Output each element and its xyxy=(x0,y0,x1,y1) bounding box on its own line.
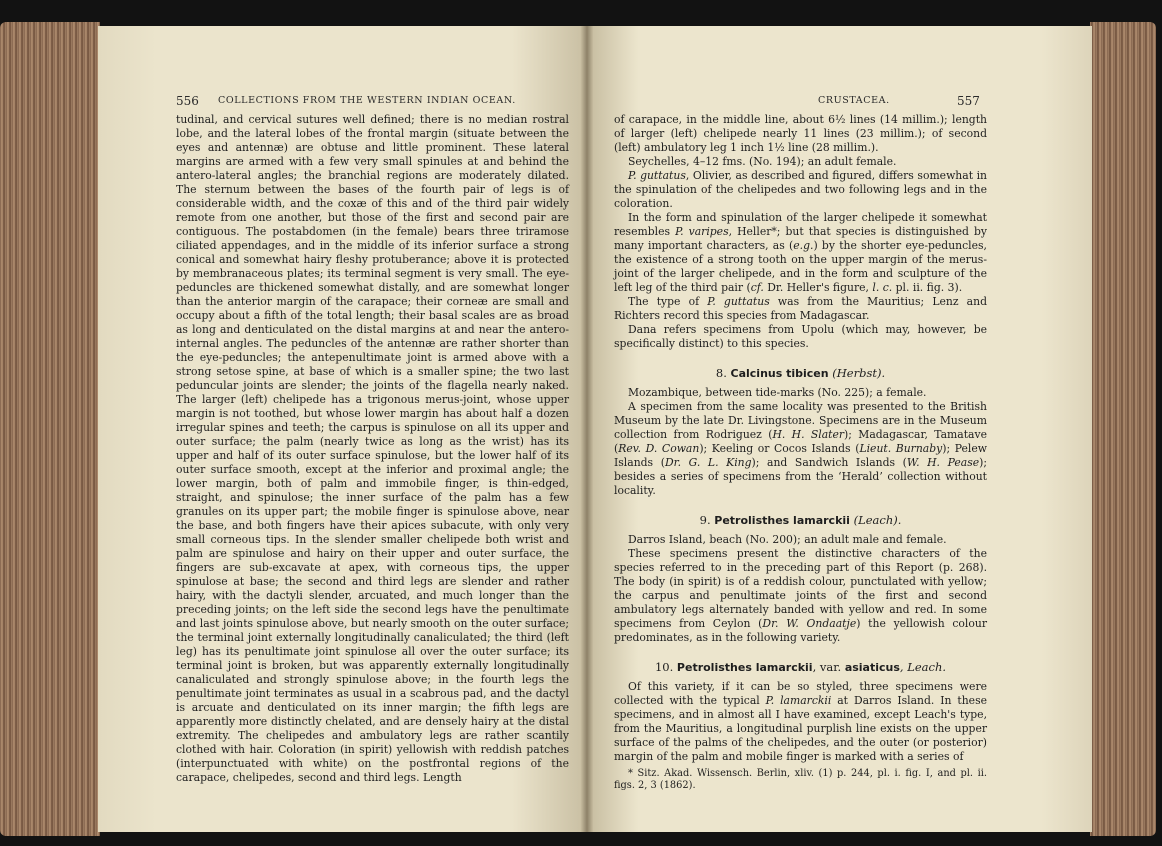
right-page-edges xyxy=(1090,22,1156,836)
varipes-paragraph: In the form and spinulation of the larger chelipede it somewhat resembles P. varipes, Heller*; but that species is distinguished by many important characters, as (e.g.) by the shorter eye-peduncles, the existence of a strong tooth on the upper margin of the merus-joint of the larger chelipede, and in the form and sculpture of the left leg of the third pair (cf. Dr. Heller's figure, l. c. pl. ii. fig. 3). xyxy=(614,211,987,294)
left-body-text xyxy=(176,113,569,785)
section-heading-8: 8. Calcinus tibicen (Herbst). xyxy=(715,366,886,380)
dana-paragraph: Dana refers specimens from Upolu (which may, however, be specifically distinct) to this species. xyxy=(614,323,987,350)
left-running-head: COLLECTIONS FROM THE WESTERN INDIAN OCEAN. xyxy=(218,95,516,106)
guttatus-paragraph: P. guttatus, Olivier, as described and figured, differs somewhat in the spinulation of the chelipedes and two following legs and in the coloration. xyxy=(614,169,988,210)
museum-paragraph: A specimen from the same locality was presented to the British Museum by the late Dr. Livingstone. Specimens are in the Museum collection from Rodriguez (H. H. Slater); Madagascar, Tamatave (Rev. D. Cowan); Keeling or Cocos Islands (Lieut. Burnaby); Pelew Islands (Dr. G. L. King); and Sandwich Islands (W. H. Pease); besides a series of specimens from the ‘Herald’ collection without locality. xyxy=(614,400,987,497)
variety-paragraph: Of this variety, if it can be so styled, three specimens were collected with the typical P. lamarckii at Darros Island. In these specimens, and in almost all I have examined, except Leach's type, from the Mauritius, a longitudinal purplish line exists on the upper surface of the palms of the chelipedes, and the outer (or posterior) margin of the palm and mobile finger is marked with a series of xyxy=(614,680,987,763)
locality-paragraph: Seychelles, 4–12 fms. (No. 194); an adult female. xyxy=(628,155,897,168)
right-page-number: 557 xyxy=(957,94,980,108)
right-running-head: CRUSTACEA. xyxy=(818,95,890,106)
type-locality-paragraph: The type of P. guttatus was from the Mauritius; Lenz and Richters record this species from Madagascar. xyxy=(614,295,987,322)
footnote: * Sitz. Akad. Wissensch. Berlin, xliv. (1) p. 244, pl. i. fig. I, and pl. ii. figs. 2, 3 (1862). xyxy=(614,768,987,791)
left-paragraph: tudinal, and cervical sutures well defined; there is no median rostral lobe, and the lateral lobes of the frontal margin (situate between the eyes and antennæ) are obtuse and little prominent. These lateral margins are armed with a few very small spinules at and behind the antero-lateral angles; the branchial regions are moderately dilated. The sternum between the bases of the fourth pair of legs is of considerable width, and the coxæ of this and of the third pair widely remote from one another, but those of the first and second pair are contiguous. The postabdomen (in the female) bears three triramose ciliated appendages, and in the middle of its inferior surface a strong conical and somewhat hairy fleshy protuberance; above it is protected by membranaceous plates; its terminal segment is very small. The eye-peduncles are thickened somewhat distally, and are somewhat longer than the anterior margin of the carapace; their corneæ are small and occupy about a fifth of the total length; their basal scales are as broad as long and denticulated on the distal margins at and near the antero-internal angles. The peduncles of the antennæ are rather shorter than the eye-peduncles; the antepenultimate joint is armed above with a strong setose spine, at base of which is a smaller spine; the two last peduncular joints are slender; the joints of the flagella nearly naked. The larger (left) chelipede has a trigonous merus-joint, whose upper margin is not toothed, but whose lower margin has about half a dozen irregular spines and teeth; the carpus is spinulose on all its upper and outer surface; the palm (nearly twice as long as the wrist) has its upper and half of its outer surface spinulose, but the lower half of its outer surface smooth, except at the inferior and proximal angle; the lower margin, both of palm and immobile finger, is thin-edged, straight, and spinulose; the inner surface of the palm has a few granules on its upper part; the mobile finger is spinulose above, near the base, and both fingers have their apices subacute, with only very small corneous tips. In the slender smaller chelipede both wrist and palm are spinulose and hairy on their upper and outer surface, the fingers are sub-excavate at apex, with corneous tips, the upper spinulose at base; the second and third legs are slender and rather hairy, with the dactyli slender, arcuated, and much longer than the preceding joints; on the left side the second legs have the penultimate and last joints spinulose above, but nearly smooth on the outer surface; the terminal joint externally longitudinally canaliculated; the third (left leg) has its penultimate joint spinulose all over the outer surface; its terminal joint is broken, but was apparently externally longitudinally canaliculated and strongly spinulose above; in the fourth legs the penultimate joint terminates as usual in a scabrous pad, and the dactyl is arcuate and denticulated on its inner margin; the fifth legs are apparently more distinctly chelated, and are densely hairy at the distal extremity. The chelipedes and ambulatory legs are rather scantily clothed with hair. Coloration (in spirit) yellowish with reddish patches (interpunctuated with white) on the postfrontal regions of the carapace, chelipedes, second and third legs. Length xyxy=(176,113,569,784)
left-page-number: 556 xyxy=(176,94,199,108)
species-name: P. guttatus xyxy=(707,295,770,308)
species-name: P. varipes xyxy=(675,225,729,238)
right-body-text xyxy=(614,113,987,792)
species-name: P. guttatus xyxy=(628,169,686,182)
section-heading-9: 9. Petrolisthes lamarckii (Leach). xyxy=(699,513,902,527)
darros-paragraph: Darros Island, beach (No. 200); an adult male and female. xyxy=(628,533,947,546)
measurements-paragraph: of carapace, in the middle line, about 6½ lines (14 millim.); length of larger (left) chelipede nearly 11 lines (23 millim.); of second (left) ambulatory leg 1 inch 1½ line (28 millim.). xyxy=(614,113,987,154)
section-heading-10: 10. Petrolisthes lamarckii, var. asiaticus, Leach. xyxy=(654,660,947,674)
book-gutter xyxy=(580,26,594,832)
species-name: P. lamarckii xyxy=(765,694,832,707)
mozambique-paragraph: Mozambique, between tide-marks (No. 225); a female. xyxy=(628,386,927,399)
left-page-edges xyxy=(0,22,100,836)
specimens-paragraph: These specimens present the distinctive characters of the species referred to in the preceding part of this Report (p. 268). The body (in spirit) is of a reddish colour, punctulated with yellow; the carpus and penultimate joints of the first and second ambulatory legs alternately banded with yellow and red. In some specimens from Ceylon (Dr. W. Ondaatje) the yellowish colour predominates, as in the following variety. xyxy=(614,547,987,644)
